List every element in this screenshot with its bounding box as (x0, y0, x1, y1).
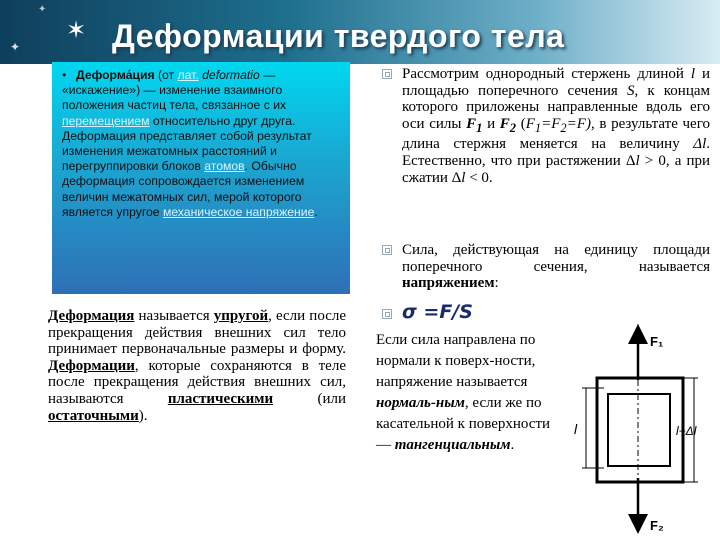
sparkle-icon: ✦ (10, 40, 21, 54)
bullet-icon (382, 309, 392, 319)
paragraph-text: < 0. (465, 169, 493, 186)
paragraph-text: . Естественно, что при растяжении Δ (402, 136, 710, 169)
term-stress: напряжением (402, 275, 495, 292)
link-mechanical-stress[interactable]: механическое напряжение (162, 204, 315, 219)
paragraph-text: , если же по касательной к поверхности — (376, 395, 551, 453)
rod-tension-diagram (564, 318, 720, 540)
term-deformation: Деформация (48, 308, 135, 324)
term-elastic: упругой (213, 308, 269, 324)
equation: =F) (566, 115, 591, 132)
link-atoms[interactable]: атомов (204, 159, 245, 174)
label-f2: F₂ (650, 518, 664, 533)
bullet-icon: • (62, 68, 67, 82)
title-banner (0, 0, 720, 64)
rod-paragraph (402, 66, 710, 186)
paragraph-text: Если сила направлена по нормали к поверх-ности, напряжение называется (376, 332, 536, 390)
paragraph-text: Рассмотрим однородный стержень длиной (402, 66, 691, 82)
symbol-l: l (635, 152, 640, 169)
formula-sigma: σ =F/S (402, 301, 473, 323)
paragraph-text: . (510, 437, 515, 453)
elastic-plastic-paragraph (48, 308, 346, 424)
paragraph-text: (или (273, 390, 346, 407)
paragraph-text: : (494, 275, 499, 292)
subscript: 2 (560, 120, 567, 135)
subscript: 2 (509, 120, 517, 135)
term-normal: нормаль-ным (376, 395, 465, 411)
label-f1: F₁ (650, 334, 664, 349)
paragraph-text: называется (134, 308, 214, 324)
definition-text: относительно друг друга. Деформация представляет собой результат изменения межатомных расстояний и перегруппировки блоков (62, 113, 312, 174)
slide-title: Деформации твердого тела (112, 18, 565, 54)
definition-text: (от (154, 68, 178, 82)
term-residual: остаточными (48, 407, 139, 424)
subscript: 1 (476, 120, 483, 135)
term-plastic: пластическими (167, 390, 274, 407)
paragraph-text: и (482, 115, 500, 132)
definition-box (52, 62, 350, 294)
definition-text: . (314, 204, 318, 219)
paragraph-text: ). (138, 407, 148, 424)
bullet-icon (382, 245, 392, 255)
sparkle-icon: ✦ (38, 4, 47, 15)
stress-paragraph (402, 242, 710, 292)
symbol-f1: F (466, 115, 477, 132)
paragraph-text: , в результате чего длина стержня меняется на величину (402, 115, 710, 153)
label-l: l (574, 421, 578, 437)
symbol-delta-l: Δl (693, 136, 707, 153)
term-tangential: тангенциальным (394, 437, 511, 453)
normal-tangential-paragraph (376, 330, 562, 456)
symbol-f2: F (499, 115, 510, 132)
definition-text: . Обычно деформация сопровождается изменением величин межатомных сил, мерой которого является упругое (62, 159, 305, 219)
equation: F (525, 115, 535, 132)
paragraph-text: и площадью поперечного сечения (402, 66, 710, 99)
paragraph-text: > 0, а при сжатии Δ (402, 152, 710, 186)
link-displacement[interactable]: перемещением (62, 113, 150, 128)
definition-text: — «искажение») — изменение взаимного положения частиц тела, связанное с их (62, 68, 287, 113)
link-latin[interactable]: лат. (177, 68, 199, 82)
label-l-plus-dl: l+Δl (676, 424, 697, 438)
paragraph-text: , которые сохраняются в теле после прекращения действия внешних сил, называются (48, 357, 346, 407)
symbol-s: S (626, 82, 635, 99)
symbol-l: l (690, 66, 696, 82)
paragraph-text: Сила, действующая на единицу площади поперечного сечения, называется (402, 242, 710, 275)
symbol-l: l (461, 169, 466, 186)
latin-word: deformatio (198, 68, 260, 82)
term-deformations: Деформации (48, 357, 135, 374)
rod-inner-outline (608, 394, 670, 466)
term-deformation: Деформа́ция (76, 68, 155, 82)
paragraph-text: , если после прекращения действия внешних сил тело принимает первоначальные размеры и форму. (48, 308, 347, 358)
sparkle-icon: ✶ (66, 16, 87, 44)
equation: =F (541, 115, 561, 132)
paragraph-text: ( (516, 115, 526, 132)
paragraph-text: , к концам которого приложены направленные вдоль его оси силы (402, 82, 710, 132)
subscript: 1 (534, 120, 542, 135)
bullet-icon (382, 69, 392, 79)
